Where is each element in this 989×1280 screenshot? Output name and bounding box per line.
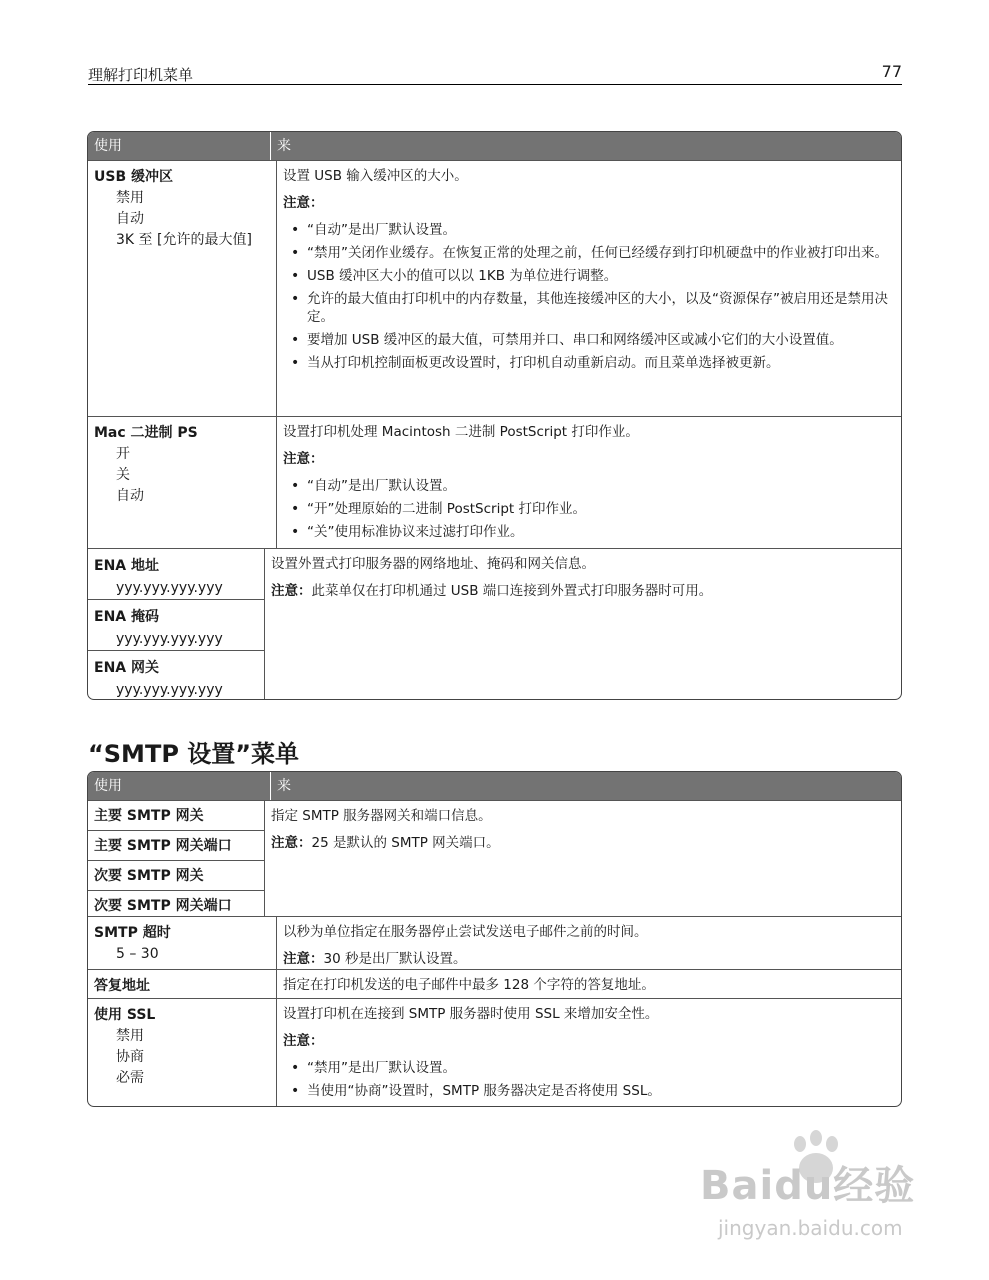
ena-address <box>88 549 264 599</box>
list-item: • “禁用”是出厂默认设置。 <box>283 1059 893 1077</box>
setting-name: 次要 SMTP 网关端口 <box>88 890 264 920</box>
setting-name: Mac 二进制 PS <box>94 425 198 441</box>
option-value: 3K 至 [允许的最大值] <box>116 232 252 248</box>
description-cell <box>277 417 901 548</box>
setting-name: 答复地址 <box>94 978 150 994</box>
description-cell <box>277 161 901 416</box>
description-text: 设置外置式打印服务器的网络地址、掩码和网关信息。 <box>271 556 595 572</box>
notes-list <box>283 1059 893 1100</box>
setting-cell <box>88 417 277 548</box>
notes-list <box>283 221 893 372</box>
table-row-reply-address <box>88 969 901 998</box>
setting-cell <box>88 999 277 1106</box>
table-row-use-ssl <box>88 998 901 1106</box>
setting-name: 主要 SMTP 网关 <box>94 808 204 824</box>
header-use: 使用 <box>88 132 271 160</box>
ena-settings-cell <box>88 549 265 699</box>
list-item: • 当使用“协商”设置时，SMTP 服务器决定是否将使用 SSL。 <box>283 1082 893 1100</box>
description-cell <box>277 917 901 969</box>
list-item: • 要增加 USB 缓冲区的最大值，可禁用并口、串口和网络缓冲区或减小它们的大小设置值。 <box>283 331 893 349</box>
description-text: 设置打印机处理 Macintosh 二进制 PostScript 打印作业。 <box>283 424 639 440</box>
ena-mask <box>88 599 264 650</box>
setting-cell <box>88 161 277 416</box>
setting-cell <box>88 917 277 969</box>
option-value: 5 – 30 <box>116 946 159 962</box>
setting-name: USB 缓冲区 <box>94 169 173 185</box>
page-number: 77 <box>881 62 902 81</box>
header-use: 使用 <box>88 772 271 800</box>
description-cell <box>277 999 901 1106</box>
notes-label: 注意： <box>283 451 324 467</box>
gateway-settings-cell <box>88 801 265 916</box>
description-text: 设置 USB 输入缓冲区的大小。 <box>283 168 468 184</box>
note-label: 注意： <box>283 951 324 967</box>
usb-mac-ena-table <box>87 131 902 700</box>
list-item: • “禁用”关闭作业缓存。在恢复正常的处理之前，任何已经缓存到打印机硬盘中的作业被打印出来。 <box>283 244 893 262</box>
list-item: • 当从打印机控制面板更改设置时，打印机自动重新启动。而且菜单选择被更新。 <box>283 354 893 372</box>
table-row-smtp-timeout <box>88 916 901 969</box>
option-value: 禁用 <box>116 1028 144 1044</box>
header-to: 来 <box>277 138 291 154</box>
watermark-logo: Baidu经验 <box>700 1163 916 1209</box>
list-item: • “自动”是出厂默认设置。 <box>283 477 893 495</box>
note-label: 注意： <box>271 583 312 599</box>
table-header <box>88 132 901 160</box>
section-heading: “SMTP 设置”菜单 <box>88 740 300 768</box>
option-value: yyy.yyy.yyy.yyy <box>116 580 223 596</box>
table-row-mac-binary-ps <box>88 416 901 548</box>
note-line <box>271 834 893 852</box>
list-item: • “自动”是出厂默认设置。 <box>283 221 893 239</box>
note-line <box>271 582 893 600</box>
option-value: yyy.yyy.yyy.yyy <box>116 631 223 647</box>
setting-name: ENA 掩码 <box>94 609 159 625</box>
table-row-smtp-gateway <box>88 800 901 916</box>
running-header <box>88 62 902 85</box>
list-item: • 允许的最大值由打印机中的内存数量，其他连接缓冲区的大小，以及“资源保存”被启用还是禁用决定。 <box>283 290 893 326</box>
option-value: 关 <box>116 467 130 483</box>
option-value: 禁用 <box>116 190 144 206</box>
baidu-jingyan-watermark <box>700 1130 940 1260</box>
notes-list <box>283 477 893 541</box>
option-value: yyy.yyy.yyy.yyy <box>116 682 223 698</box>
description-text: 指定在打印机发送的电子邮件中最多 128 个字符的答复地址。 <box>283 977 655 993</box>
description-cell <box>265 801 901 916</box>
setting-name: 主要 SMTP 网关端口 <box>88 830 264 860</box>
note-text: 25 是默认的 SMTP 网关端口。 <box>311 835 500 851</box>
ena-gateway <box>88 650 264 700</box>
list-item: • USB 缓冲区大小的值可以以 1KB 为单位进行调整。 <box>283 267 893 285</box>
option-value: 协商 <box>116 1049 144 1065</box>
table-row-ena <box>88 548 901 699</box>
setting-name: ENA 网关 <box>94 660 159 676</box>
list-item: • “关”使用标准协议来过滤打印作业。 <box>283 523 893 541</box>
smtp-settings-table <box>87 771 902 1107</box>
description-text: 以秒为单位指定在服务器停止尝试发送电子邮件之前的时间。 <box>283 924 648 940</box>
setting-cell <box>88 970 277 998</box>
setting-name: 次要 SMTP 网关 <box>88 860 264 890</box>
note-text: 此菜单仅在打印机通过 USB 端口连接到外置式打印服务器时可用。 <box>311 583 713 599</box>
header-to: 来 <box>277 778 291 794</box>
table-header <box>88 772 901 800</box>
description-text: 指定 SMTP 服务器网关和端口信息。 <box>271 808 492 824</box>
watermark-url: jingyan.baidu.com <box>718 1216 903 1240</box>
setting-name: SMTP 超时 <box>94 925 171 941</box>
setting-name: 使用 SSL <box>94 1007 156 1023</box>
option-value: 开 <box>116 446 130 462</box>
option-value: 自动 <box>116 211 144 227</box>
notes-label: 注意： <box>283 1033 324 1049</box>
description-text: 设置打印机在连接到 SMTP 服务器时使用 SSL 来增加安全性。 <box>283 1006 659 1022</box>
list-item: • “开”处理原始的二进制 PostScript 打印作业。 <box>283 500 893 518</box>
option-value: 自动 <box>116 488 144 504</box>
note-line <box>283 950 893 968</box>
description-cell <box>277 970 901 998</box>
note-label: 注意： <box>271 835 312 851</box>
notes-label: 注意： <box>283 195 324 211</box>
running-title: 理解打印机菜单 <box>88 66 194 84</box>
setting-name: ENA 地址 <box>94 558 159 574</box>
description-cell <box>265 549 901 699</box>
note-text: 30 秒是出厂默认设置。 <box>323 951 467 967</box>
option-value: 必需 <box>116 1070 144 1086</box>
table-row-usb-buffer <box>88 160 901 416</box>
